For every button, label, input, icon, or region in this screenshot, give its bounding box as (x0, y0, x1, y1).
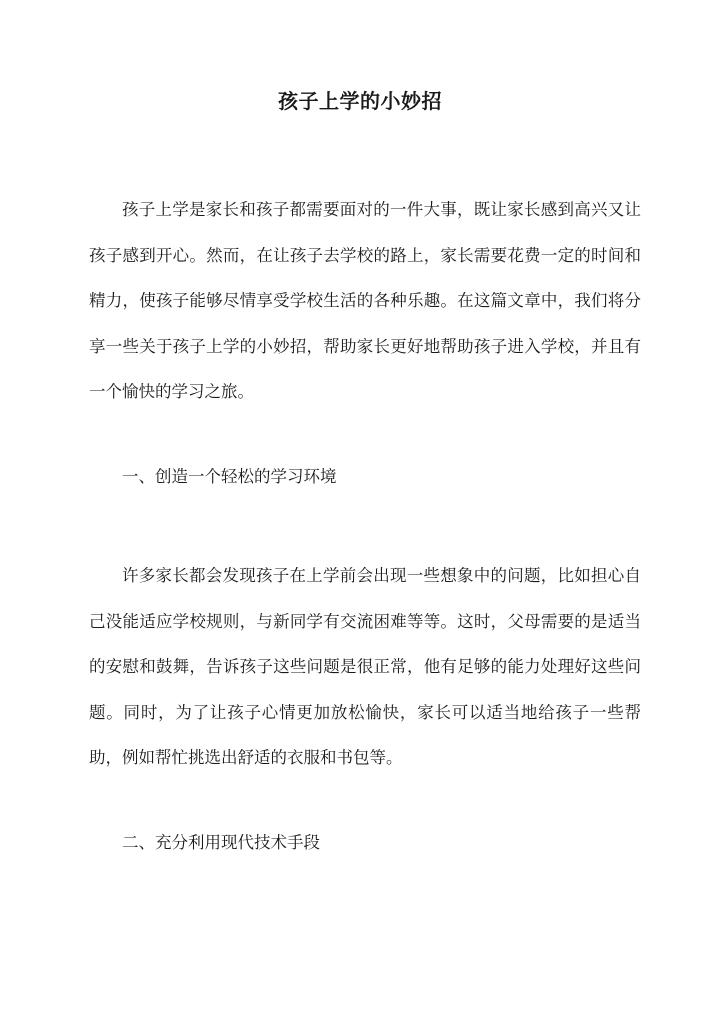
document-title: 孩子上学的小妙招 (278, 89, 442, 113)
section-heading-2: 二、充分利用现代技术手段 (122, 833, 320, 852)
section-heading-1: 一、创造一个轻松的学习环境 (122, 467, 337, 486)
body-paragraph-section-1: 许多家长都会发现孩子在上学前会出现一些想象中的问题，比如担心自己没能适应学校规则，与新同学有交流困难等等。这时，父母需要的是适当的安慰和鼓舞，告诉孩子这些问题是很正常，他有足够的能力处理好这些问题。同时，为了让孩子心情更加放松愉快，家长可以适当地给孩子一些帮助，例如帮忙挑选出舒适的衣服和书包等。 (89, 566, 641, 767)
body-paragraph-intro: 孩子上学是家长和孩子都需要面对的一件大事，既让家长感到高兴又让孩子感到开心。然而，在让孩子去学校的路上，家长需要花费一定的时间和精力，使孩子能够尽情享受学校生活的各种乐趣。在这篇文章中，我们将分享一些关于孩子上学的小妙招，帮助家长更好地帮助孩子进入学校，并且有一个愉快的学习之旅。 (89, 200, 641, 401)
